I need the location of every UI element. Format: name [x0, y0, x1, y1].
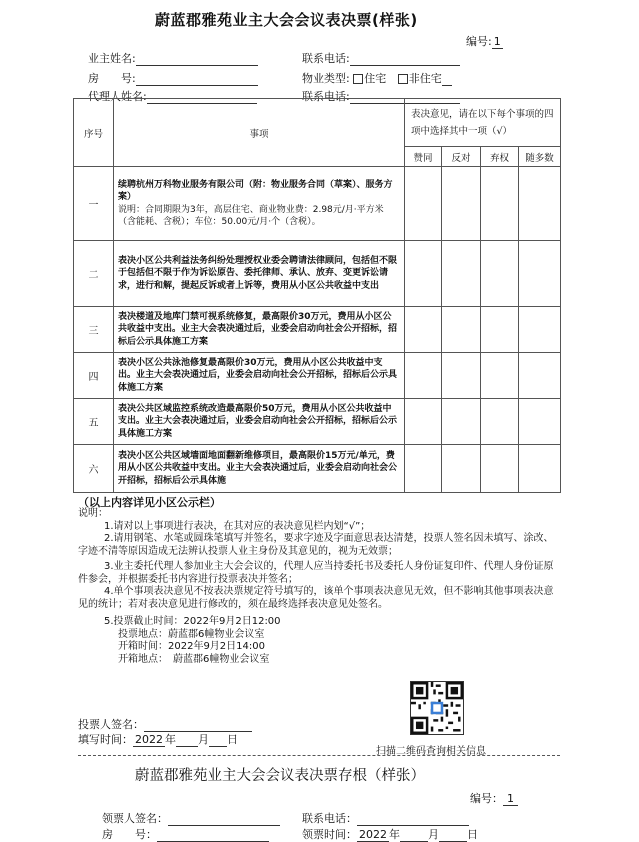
phone-field[interactable]: 联系电话:	[302, 50, 460, 66]
receiver-sign-input[interactable]	[168, 813, 280, 826]
row-no: 三	[74, 307, 114, 353]
notes-block	[78, 508, 558, 666]
room-field[interactable]: 房 号:	[88, 70, 258, 86]
room-input[interactable]	[136, 73, 258, 86]
note-1: 1.请对以上事项进行表决，在其对应的表决意见栏内划“√”；	[104, 520, 371, 532]
follow-cell[interactable]	[519, 241, 561, 307]
proxy-name-field[interactable]: 代理人姓名:	[88, 88, 257, 104]
agree-cell[interactable]	[405, 399, 442, 445]
opinion-header: 表决意见，请在以下每个事项的四项中选择其中一项（√）	[405, 99, 561, 147]
stub-phone-field[interactable]: 联系电话：	[302, 810, 469, 826]
follow-cell[interactable]	[519, 353, 561, 399]
follow-cell[interactable]	[519, 307, 561, 353]
oppose-cell[interactable]	[442, 353, 481, 399]
owner-name-field[interactable]: 业主姓名:	[88, 50, 258, 66]
col-no-header: 序号	[74, 99, 114, 167]
agree-cell[interactable]	[405, 307, 442, 353]
qr-code-icon[interactable]	[410, 681, 464, 735]
table-row	[74, 167, 561, 241]
notes-heading: 说明：	[78, 508, 108, 519]
stub-serial: 编号： 1	[470, 790, 518, 806]
abstain-cell[interactable]	[481, 353, 519, 399]
row-no: 一	[74, 167, 114, 241]
row-no: 四	[74, 353, 114, 399]
open-place: 开箱地点： 蔚蓝郡6幢物业会议室	[118, 653, 270, 665]
qr-caption: 扫描二维码查询相关信息	[376, 746, 486, 757]
note-3: 3.业主委托代理人参加业主大会会议的，代理人应当持委托书及委托人身份证复印件、代理人身份证原件参会，并根据委托书内容进行投票表决并签名；	[78, 561, 554, 585]
table-row	[74, 353, 561, 399]
receive-month-input[interactable]	[400, 829, 428, 842]
row-item: 表决小区公共泳池修复最高限价30万元，费用从小区公共收益中支出。业主大会表决通过后，业委会启动向社会公开招标，招标后公示具体施工方案	[114, 353, 405, 399]
receiver-sign-field[interactable]: 领票人签名：	[102, 810, 280, 826]
serial-number: 编号: 1	[466, 35, 501, 48]
agree-cell[interactable]	[405, 167, 442, 241]
abstain-cell[interactable]	[481, 445, 519, 493]
table-row	[74, 307, 561, 353]
owner-name-input[interactable]	[136, 53, 258, 66]
agree-cell[interactable]	[405, 241, 442, 307]
oppose-cell[interactable]	[442, 167, 481, 241]
opt-agree: 赞同	[405, 147, 442, 167]
row-item: 续聘杭州万科物业服务有限公司（附：物业服务合同（草案）、服务方案） 说明：合同期限为3年，高层住宅、商业物业费：2.98元/月·平方米（含能耗、含税）；车位：50.00元/月·个（含税）。	[114, 167, 405, 241]
fill-time-field[interactable]: 填写时间： 2022 年 月 日	[78, 733, 238, 746]
opt-abstain: 弃权	[481, 147, 519, 167]
proxy-phone-field[interactable]: 联系电话:	[302, 88, 460, 104]
fill-month-input[interactable]	[176, 734, 198, 747]
note-5-place: 投票地点：蔚蓝郡6幢物业会议室	[118, 628, 265, 640]
row-item: 表决小区公共区域墙面地面翻新维修项目，最高限价15万元/单元，费用从小区公共收益中支出。业主大会表决通过后，业委会启动向社会公开招标，招标后公示具体施	[114, 445, 405, 493]
page-title: 蔚蓝郡雅苑业主大会会议表决票(样张)	[155, 11, 418, 29]
oppose-cell[interactable]	[442, 445, 481, 493]
opt-follow-majority: 随多数	[519, 147, 561, 167]
stub-phone-input[interactable]	[357, 813, 469, 826]
oppose-cell[interactable]	[442, 241, 481, 307]
abstain-cell[interactable]	[481, 399, 519, 445]
row-item: 表决小区公共利益法务纠纷处理授权业委会聘请法律顾问，包括但不限于包括但不限于作为诉讼原告、委托律师、承认、放弃、变更诉讼请求，进行和解，提起反诉或者上诉等，费用从小区公共收益中支出	[114, 241, 405, 307]
receive-day-input[interactable]	[439, 829, 467, 842]
type-underline	[442, 73, 452, 86]
row-item: 表决公共区域监控系统改造最高限价50万元，费用从小区公共收益中支出。业主大会表决通过后，业委会启动向社会公开招标，招标后公示具体施工方案	[114, 399, 405, 445]
stub-room-field[interactable]: 房 号：	[102, 826, 269, 842]
open-time: 开箱时间：2022年9月2日14:00	[118, 641, 265, 652]
row-no: 六	[74, 445, 114, 493]
oppose-cell[interactable]	[442, 399, 481, 445]
opt-oppose: 反对	[442, 147, 481, 167]
row-no: 二	[74, 241, 114, 307]
voter-sign-field[interactable]: 投票人签名：	[78, 716, 252, 732]
non-residential-checkbox[interactable]	[398, 74, 408, 84]
row-no: 五	[74, 399, 114, 445]
phone-input[interactable]	[350, 53, 460, 66]
property-type-field[interactable]: 物业类型: 住宅 非住宅	[302, 70, 452, 86]
follow-cell[interactable]	[519, 445, 561, 493]
abstain-cell[interactable]	[481, 307, 519, 353]
cut-line	[78, 755, 560, 756]
row-item: 表决楼道及地库门禁可视系统修复，最高限价30万元，费用从小区公共收益中支出。业主大会表决通过后，业委会启动向社会公开招标，招标后公示具体施工方案	[114, 307, 405, 353]
abstain-cell[interactable]	[481, 167, 519, 241]
see-notice: （以上内容详见小区公示栏）	[78, 496, 221, 509]
oppose-cell[interactable]	[442, 307, 481, 353]
residential-checkbox[interactable]	[353, 74, 363, 84]
agree-cell[interactable]	[405, 445, 442, 493]
fill-day-input[interactable]	[209, 734, 227, 747]
abstain-cell[interactable]	[481, 241, 519, 307]
follow-cell[interactable]	[519, 399, 561, 445]
agree-cell[interactable]	[405, 353, 442, 399]
stub-title: 蔚蓝郡雅苑业主大会会议表决票存根（样张）	[135, 768, 425, 784]
note-2: 2.请用钢笔、水笔或圆珠笔填写并签名，要求字迹及字面意思表达清楚，投票人签名因未填写、涂改、字迹不清等原因造成无法辨认投票人业主身份及其意见的，视为无效票；	[78, 533, 554, 557]
follow-cell[interactable]	[519, 167, 561, 241]
note-4: 4.单个事项表决意见不按表决票规定符号填写的，该单个事项表决意见无效，但不影响其他事项表决意见的统计；若对表决意见进行修改的，须在最终选择表决意见处签名。	[78, 586, 554, 610]
table-row	[74, 241, 561, 307]
table-row	[74, 445, 561, 493]
vote-table	[73, 98, 561, 493]
table-row	[74, 399, 561, 445]
col-item-header: 事项	[114, 99, 405, 167]
stub-room-input[interactable]	[157, 829, 269, 842]
note-5-deadline: 5.投票截止时间：2022年9月2日12:00	[104, 616, 281, 627]
receive-time-field[interactable]: 领票时间： 2022 年 月 日	[302, 828, 478, 841]
